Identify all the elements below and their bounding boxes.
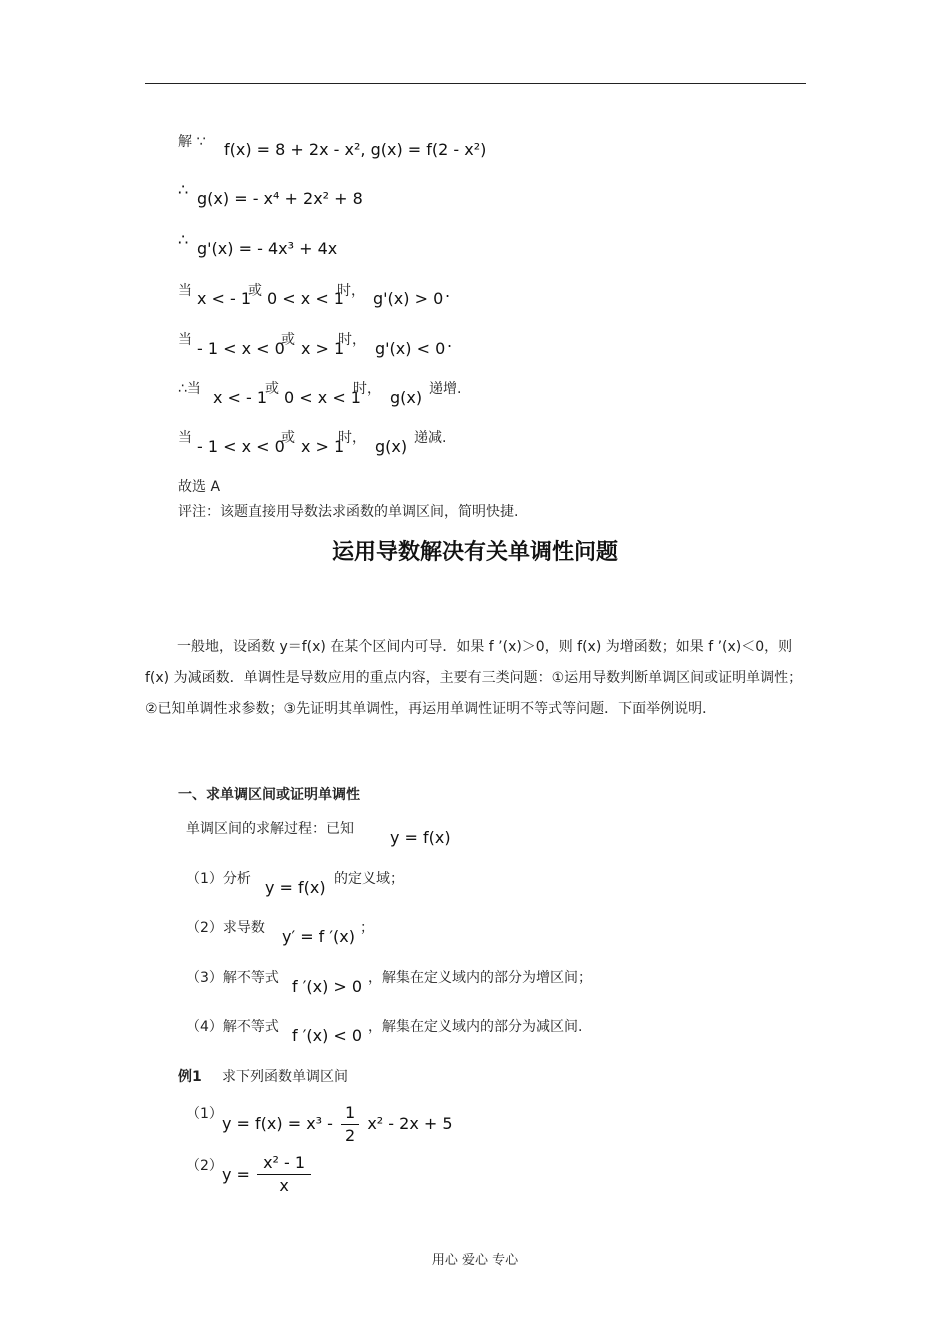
derivative-sign: g'(x) < 0: [375, 339, 446, 358]
fraction-denominator: 2: [345, 1126, 356, 1145]
time-label: 时，: [338, 332, 366, 348]
time-label: 时，: [338, 430, 366, 446]
step-2-math: y′ = f ′(x): [282, 927, 355, 946]
period: .: [447, 332, 453, 351]
step-1-text: 的定义域；: [334, 871, 404, 887]
step-3-math: f ′(x) > 0: [292, 977, 363, 996]
or-label: 或: [281, 332, 295, 348]
solution-label: 解 ∵: [178, 134, 206, 150]
therefore-symbol: ∴: [178, 230, 189, 249]
problem-1-formula: [222, 1102, 453, 1147]
fraction-numerator: 1: [341, 1102, 359, 1125]
period: .: [445, 282, 451, 301]
answer-choice: 故选 A: [178, 479, 221, 495]
g-formula: g(x) = - x⁴ + 2x² + 8: [197, 189, 363, 208]
time-label: 时，: [337, 283, 365, 299]
example-text: 求下列函数单调区间: [222, 1069, 348, 1085]
step-1-math: y = f(x): [265, 878, 326, 897]
interval: x > 1: [301, 339, 345, 358]
g-function: g(x): [390, 388, 423, 407]
step-4-math: f ′(x) < 0: [292, 1026, 363, 1045]
or-label: 或: [248, 283, 262, 299]
derivative-sign: g'(x) > 0: [373, 289, 444, 308]
problem-1-lhs: y = f(x) = x³ -: [222, 1114, 333, 1133]
process-function: y = f(x): [390, 828, 451, 847]
step-4-text: ，解集在定义域内的部分为减区间.: [368, 1019, 583, 1035]
problem-2-label: （2）: [186, 1158, 223, 1174]
or-label: 或: [265, 381, 279, 397]
or-label: 或: [281, 430, 295, 446]
interval: x < - 1: [197, 289, 252, 308]
problem-2-formula: [222, 1152, 311, 1197]
process-intro: 单调区间的求解过程：已知: [186, 821, 354, 837]
step-2-label: （2）求导数: [186, 920, 265, 936]
section-heading: 运用导数解决有关单调性问题: [331, 540, 618, 565]
solution-given-formula: f(x) = 8 + 2x - x², g(x) = f(2 - x²): [224, 140, 487, 159]
interval: - 1 < x < 0: [197, 437, 285, 456]
step-3-label: （3）解不等式: [186, 970, 279, 986]
header-rule: [145, 83, 806, 84]
interval: x > 1: [301, 437, 345, 456]
problem-2-lhs: y =: [222, 1165, 250, 1184]
step-1-label: （1）分析: [186, 871, 251, 887]
interval: - 1 < x < 0: [197, 339, 285, 358]
when-label: 当: [178, 283, 192, 299]
g-function: g(x): [375, 437, 408, 456]
step-2-text: ；: [360, 920, 374, 936]
when-label: 当: [178, 332, 192, 348]
example-label: 例1: [178, 1069, 202, 1085]
time-label: 时，: [353, 381, 381, 397]
therefore-symbol: ∴: [178, 180, 189, 199]
interval: 0 < x < 1: [284, 388, 361, 407]
problem-1-rhs: x² - 2x + 5: [367, 1114, 453, 1133]
problem-1-label: （1）: [186, 1106, 223, 1122]
step-4-label: （4）解不等式: [186, 1019, 279, 1035]
fraction: [257, 1152, 311, 1197]
decreasing-label: 递减.: [414, 430, 447, 446]
increasing-label: 递增.: [429, 381, 462, 397]
g-derivative-formula: g'(x) = - 4x³ + 4x: [197, 239, 338, 258]
subsection-heading: 一、求单调区间或证明单调性: [178, 787, 360, 803]
intro-paragraph: 一般地，设函数 y＝f(x) 在某个区间内可导．如果 f ’(x)＞0，则 f(x) 为增函数；如果 f ’(x)＜0，则 f(x) 为减函数．单调性是导数应用的重点内容，主要有三类问题：①运用导数判断单调区间或证明单调性；②已知单调性求参数；③先证明其单调性，再运用单调性证明不等式等问题．下面举例说明．: [145, 639, 803, 717]
fraction-numerator: x² - 1: [257, 1152, 311, 1175]
therefore-when-label: ∴当: [178, 381, 201, 397]
interval: x < - 1: [213, 388, 268, 407]
comment: 评注：该题直接用导数法求函数的单调区间，简明快捷.: [178, 504, 519, 520]
page-footer: 用心 爱心 专心: [431, 1253, 519, 1268]
interval: 0 < x < 1: [267, 289, 344, 308]
step-3-text: ，解集在定义域内的部分为增区间；: [368, 970, 592, 986]
fraction: [341, 1102, 359, 1147]
fraction-denominator: x: [279, 1176, 289, 1195]
when-label: 当: [178, 430, 192, 446]
